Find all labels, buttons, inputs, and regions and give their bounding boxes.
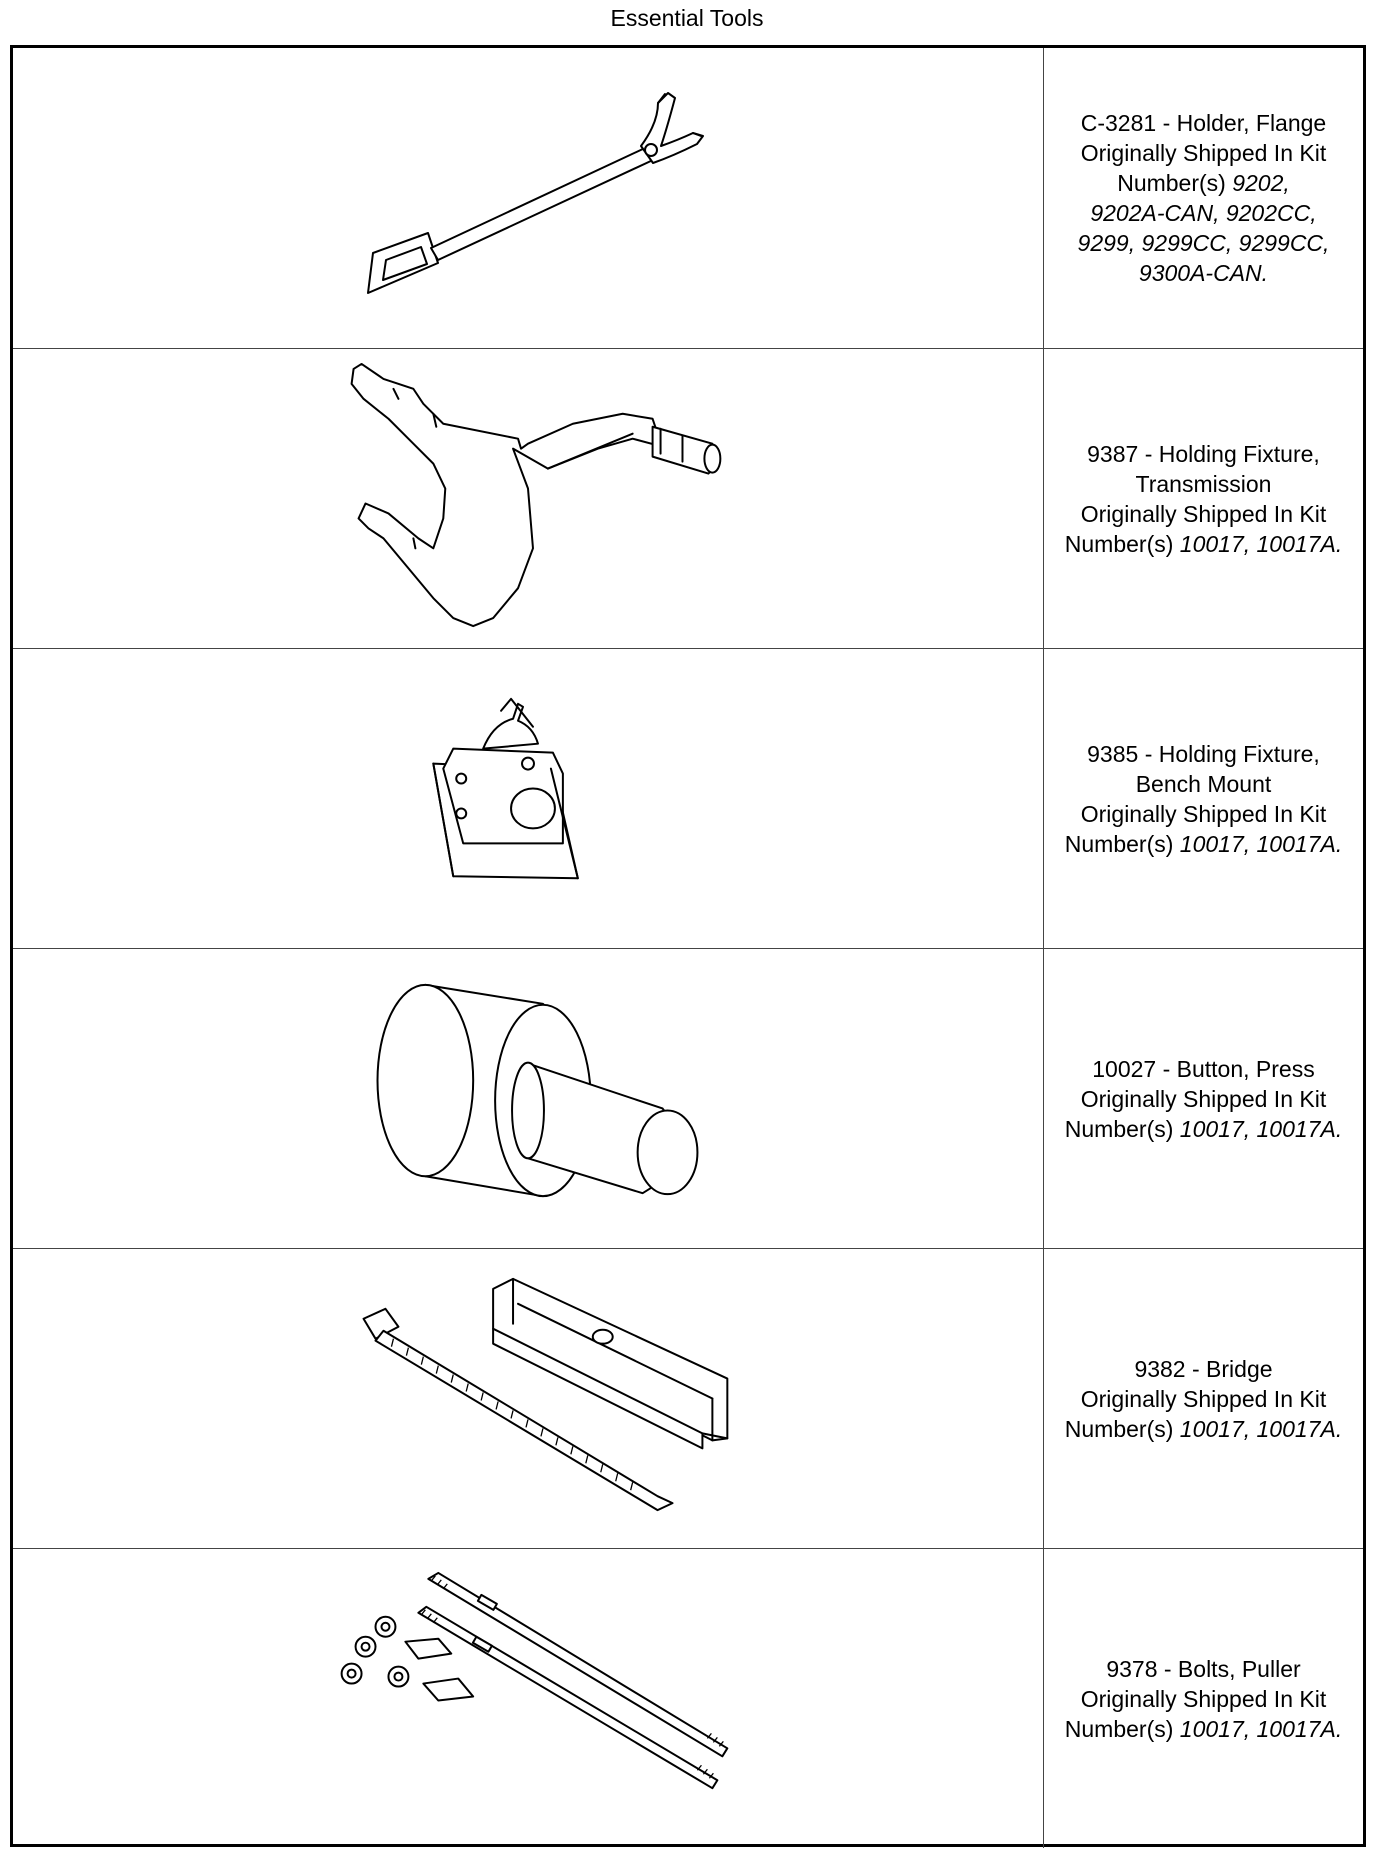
press-button-icon [13,949,1043,1248]
tool-title: 9385 - Holding Fixture, [1087,740,1320,767]
tool-title: 10027 - Button, Press [1092,1055,1315,1082]
tool-title: C-3281 - Holder, Flange [1080,110,1327,136]
kit-numbers-prefix: Number(s) [1117,170,1226,196]
tool-row-10027 [13,948,1363,1248]
tool-kit-numbers [1065,1414,1342,1444]
tool-description-text [1057,439,1350,559]
tool-row-9387 [13,348,1363,648]
flange-holder-icon [13,48,1043,348]
kit-numbers-prefix: Number(s) [1064,1715,1174,1742]
tool-shipped-note: Originally Shipped In Kit [1080,500,1327,527]
tool-row-c3281 [13,48,1363,348]
tool-title: 9378 - Bolts, Puller [1106,1655,1301,1682]
tool-row-9385 [13,648,1363,948]
tool-description-9378 [1043,1549,1363,1848]
tool-kit-numbers [1065,529,1342,559]
kit-numbers-line: 9300A-CAN. [1138,260,1269,286]
tool-row-9378 [13,1548,1363,1848]
tool-description-9382 [1043,1249,1363,1548]
kit-numbers-prefix: Number(s) [1064,830,1174,857]
tool-title: 9387 - Holding Fixture, [1087,440,1320,467]
page-title: Essential Tools [610,5,764,31]
tool-description-10027 [1043,949,1363,1248]
tool-title-continued: Transmission [1135,470,1272,497]
kit-numbers-prefix: Number(s) [1064,1415,1174,1442]
tool-shipped-note: Originally Shipped In Kit [1080,800,1327,827]
tool-illustration-9387 [13,349,1043,648]
tool-description-text [1057,739,1350,859]
tool-illustration-9385 [13,649,1043,948]
tool-title-continued: Bench Mount [1135,770,1272,797]
kit-numbers: 10017, 10017A. [1179,1415,1343,1442]
bench-mount-fixture-icon [13,649,1043,948]
kit-numbers: 10017, 10017A. [1179,530,1343,557]
kit-numbers-line: 9299, 9299CC, 9299CC, [1077,230,1330,256]
tool-kit-numbers [1065,829,1342,859]
tool-row-9382 [13,1248,1363,1548]
tool-description-9387 [1043,349,1363,648]
kit-numbers-line: 9202A-CAN, 9202CC, [1090,200,1317,226]
tool-illustration-10027 [13,949,1043,1248]
tool-kit-numbers [1065,1714,1342,1744]
transmission-holding-fixture-icon [13,349,1043,648]
kit-numbers: 10017, 10017A. [1179,830,1343,857]
tool-title: 9382 - Bridge [1134,1355,1273,1382]
puller-bolts-icon [13,1549,1043,1848]
bridge-icon [13,1249,1043,1548]
tool-illustration-9378 [13,1549,1043,1848]
tool-kit-numbers [1078,168,1330,198]
tool-kit-numbers [1065,1114,1342,1144]
kit-numbers-prefix: Number(s) [1064,1115,1174,1142]
kit-numbers: 9202, [1232,170,1290,196]
tool-description-text [1057,1654,1350,1744]
tool-description-9385 [1043,649,1363,948]
tool-shipped-note: Originally Shipped In Kit [1080,140,1327,166]
kit-numbers: 10017, 10017A. [1179,1115,1343,1142]
kit-numbers-prefix: Number(s) [1064,530,1174,557]
tool-shipped-note: Originally Shipped In Kit [1080,1685,1327,1712]
tool-illustration-9382 [13,1249,1043,1548]
tool-description-text [1057,1354,1350,1444]
kit-numbers: 10017, 10017A. [1179,1715,1343,1742]
essential-tools-table [10,45,1366,1847]
tool-description-text [1057,1054,1350,1144]
tool-shipped-note: Originally Shipped In Kit [1080,1085,1327,1112]
tool-illustration-c3281 [13,48,1043,348]
tool-description-text [1070,108,1338,288]
tool-description-c3281 [1043,48,1363,348]
tool-shipped-note: Originally Shipped In Kit [1080,1385,1327,1412]
